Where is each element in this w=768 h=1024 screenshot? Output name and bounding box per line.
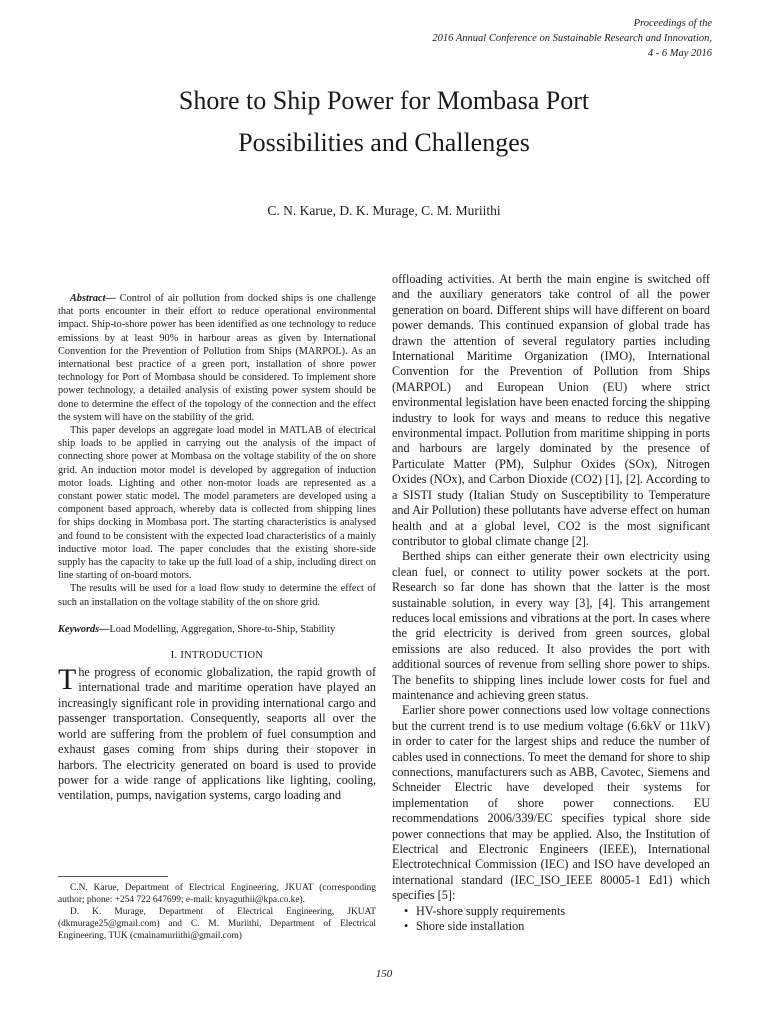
introduction-paragraph-1-continued: offloading activities. At berth the main engine is switched off and the auxiliary generators take control of all the power generation on board. Different ships will have different on board power demands. This continued expansion of global trade has drawn the attention of several regulatory parties including International Maritime Organization (IMO), International Convention for the Prevention of Pollution from Ships (MARPOL) and European Union (EU) where strict environmental legislation have been enacted forcing the shipping industry to look for ways and means to reduce this negative environmental impact. Pollution from maritime shipping in ports and harbours are largely dominated by the presence of Particulate Matter (PM), Sulphur Oxides (SOx), Nitrogen Oxides (NOx), and Carbon Dioxide (CO2) [1], [2]. According to a SISTI study (Italian Study on Susceptibility to Temperature and Air Pollution) these pollutants have adverse effect on human health and at a global level, CO2 is the most significant contributor to global climate change [2]. — [392, 272, 710, 548]
list-item: • HV-shore supply requirements — [392, 904, 710, 919]
abstract-paragraph-2: This paper develops an aggregate load model in MATLAB of electrical ship loads to be applied in carrying out the analysis of the impact of connecting shore power at Mombasa on the voltage stability of the on shore grid. An induction motor model is developed by aggregation of induction motor loads. Lighting and other non-motor loads are represented as a constant power static model. The model parameters are developed using a component based approach, whereby data is collected from shipping lines for ships docking in Mombasa port. The starting characteristics is analysed and found to be consistent with the expected load characteristics of a mainly inductive motor load. The paper concludes that the existing shore-side supply has the capacity to take up the full load of a ship, including direct on line starting of on-board motors. — [58, 425, 376, 582]
authors: C. N. Karue, D. K. Murage, C. M. Muriithi — [267, 203, 501, 218]
right-column — [392, 272, 710, 934]
footnote-2: D. K. Murage, Department of Electrical Engineering, JKUAT (dkmurage25@gmail.com) and C. M. Muriithi, Department of Electrical Engineering, TUK (cmainamuriithi@gmail.com) — [58, 907, 376, 941]
abstract-lead: Abstract— — [70, 293, 116, 304]
section-heading-introduction: I. INTRODUCTION — [170, 650, 264, 662]
header-line-1: Proceedings of the — [633, 18, 712, 29]
keywords-lead: Keywords— — [58, 623, 110, 635]
keywords-text: Load Modelling, Aggregation, Shore-to-Ship, Stability — [109, 623, 336, 635]
introduction-text-1: he progress of economic globalization, the rapid growth of international trade and maritime operation have played an increasingly significant role in providing international cargo and passenger transportation. Consequently, seaports all over the world are suffering from the problem of fuel consumption and exhaust gases coming from ships during their stopover in harbors. The electricity generated on board is used to provide power for a wide range of applications like lighting, cooling, ventilation, pumps, navigation systems, cargo loading and — [58, 665, 376, 803]
list-item: • Shore side installation — [392, 919, 710, 934]
footnote-divider — [58, 876, 168, 877]
introduction-body-left — [58, 665, 376, 804]
standard-requirements-list — [392, 904, 710, 935]
footnotes — [58, 882, 376, 942]
abstract-paragraph-3: The results will be used for a load flow study to determine the effect of such an installation on the voltage stability of the on shore grid. — [58, 583, 376, 608]
paper-title — [0, 80, 768, 164]
header-line-3: 4 - 6 May 2016 — [647, 48, 712, 59]
keywords — [58, 623, 376, 636]
footnote-1: C.N. Karue, Department of Electrical Engineering, JKUAT (corresponding author; phone: +254 722 647699; e-mail: knyaguthii@kpa.co.ke). — [58, 883, 376, 905]
proceedings-header — [432, 16, 712, 61]
title-line-2: Possibilities and Challenges — [238, 128, 530, 157]
page-number: 150 — [375, 968, 393, 980]
left-column — [58, 292, 376, 804]
introduction-paragraph-3: Earlier shore power connections used low voltage connections but the current trend is to use medium voltage (6.6kV or 11kV) in order to cater for the largest ships and reduce the number of cables used in connections. To meet the demand for shore to ship connections, manufacturers such as ABB, Cavotec, Siemens and Schneider Electric have developed their systems for implementation of shore power connections. EU recommendations 2006/339/EC specifies typical shore side power connections that may be applied. Also, the Institution of Electrical and Electronic Engineers (IEEE), International Electrotechnical Commission (IEC) and ISO have developed an international standard (IEC_ISO_IEEE 80005-1 Ed1) which specifies [5]: — [392, 703, 710, 903]
title-line-1: Shore to Ship Power for Mombasa Port — [178, 86, 590, 115]
abstract-paragraph-1 — [58, 292, 376, 424]
abstract-text-1: Control of air pollution from docked ships is one challenge that ports encounter in their effort to reduce operational environmental impact. Ship-to-shore power has been identified as one technology to reduce emissions by at least 90% in harbour areas as given by International Convention for the Prevention of Pollution from Ships (MARPOL). As an international best practice of a green port, installation of shore power technology for Port of Mombasa should be considered. To implement shore power technology, a detailed analysis of existing power system should be done to determine the effect of the topology of the connection and the effect the system will have on the stability of the grid. — [58, 293, 376, 423]
abstract — [58, 292, 376, 609]
introduction-paragraph-1 — [58, 665, 376, 804]
introduction-paragraph-2: Berthed ships can either generate their own electricity using clean fuel, or connect to utility power sockets at the port. Research so far done has shown that the latter is the most sustainable solution, in every way [3], [4]. This arrangement reduces local emissions and vibrations at the port. In cases where the grid electricity is derived from green sources, global emissions are also reduced. It also provides the port with additional sources of revenue from selling shore power to ships. The benefits to shipping lines include lower costs for fuel and maintenance and achieving green status. — [392, 549, 710, 702]
header-line-2: 2016 Annual Conference on Sustainable Research and Innovation, — [432, 33, 712, 44]
drop-cap: T — [58, 663, 77, 697]
